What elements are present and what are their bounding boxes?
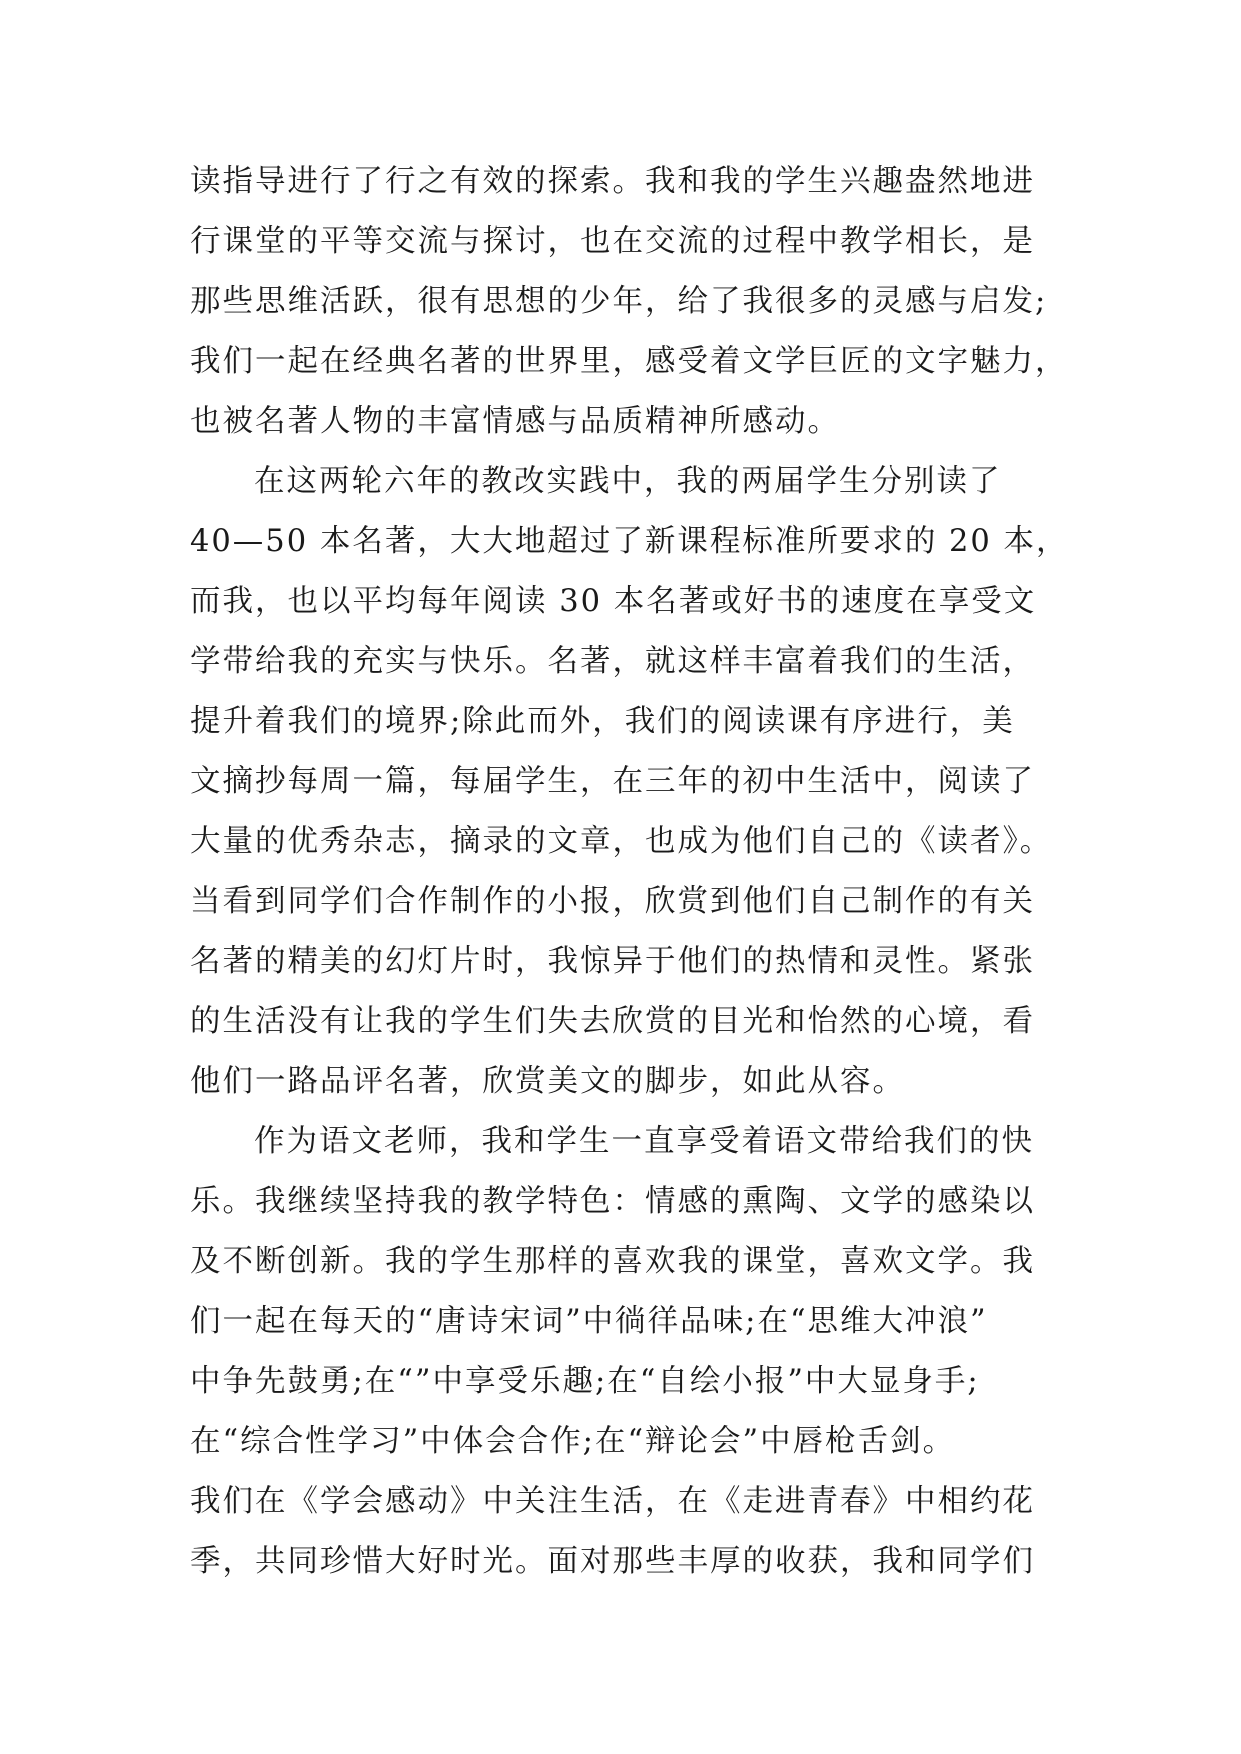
body-text xyxy=(190,152,1069,1592)
text-line: 40—50 本名著，大大地超过了新课程标准所要求的 20 本， xyxy=(190,524,1069,559)
text-line: 我们一起在经典名著的世界里，感受着文学巨匠的文字魅力， xyxy=(190,344,1068,379)
text-line: 我们在《学会感动》中关注生活，在《走进青春》中相约花 xyxy=(190,1484,1035,1519)
text-line: 的生活没有让我的学生们失去欣赏的目光和怡然的心境，看 xyxy=(190,1004,1035,1039)
text-line: 文摘抄每周一篇，每届学生，在三年的初中生活中，阅读了 xyxy=(190,764,1035,799)
text-line: 学带给我的充实与快乐。名著，就这样丰富着我们的生活， xyxy=(190,644,1035,679)
text-line: 他们一路品评名著，欣赏美文的脚步，如此从容。 xyxy=(190,1064,905,1099)
text-line: 乐。我继续坚持我的教学特色：情感的熏陶、文学的感染以 xyxy=(190,1184,1035,1219)
text-line: 提升着我们的境界;除此而外，我们的阅读课有序进行，美 xyxy=(190,704,1015,739)
text-line: 也被名著人物的丰富情感与品质精神所感动。 xyxy=(190,404,840,439)
text-line: 季，共同珍惜大好时光。面对那些丰厚的收获，我和同学们 xyxy=(190,1544,1035,1579)
paragraph-first-line: 作为语文老师，我和学生一直享受着语文带给我们的快 xyxy=(254,1124,1034,1159)
text-line: 当看到同学们合作制作的小报，欣赏到他们自己制作的有关 xyxy=(190,884,1035,919)
text-line: 大量的优秀杂志，摘录的文章，也成为他们自己的《读者》。 xyxy=(190,824,1053,859)
text-line: 而我，也以平均每年阅读 30 本名著或好书的速度在享受文 xyxy=(190,584,1037,619)
paragraph-first-line: 在这两轮六年的教改实践中，我的两届学生分别读了 xyxy=(254,464,1002,499)
text-line: 中争先鼓勇;在“”中享受乐趣;在“自绘小报”中大显身手; xyxy=(190,1364,980,1399)
text-line: 那些思维活跃，很有思想的少年，给了我很多的灵感与启发; xyxy=(190,284,1048,319)
text-line: 行课堂的平等交流与探讨，也在交流的过程中教学相长，是 xyxy=(190,224,1035,259)
text-line: 在“综合性学习”中体会合作;在“辩论会”中唇枪舌剑。 xyxy=(190,1424,956,1459)
text-line: 读指导进行了行之有效的探索。我和我的学生兴趣盎然地进 xyxy=(190,164,1035,199)
text-line: 们一起在每天的“唐诗宋词”中徜徉品味;在“思维大冲浪” xyxy=(190,1304,988,1339)
text-line: 名著的精美的幻灯片时，我惊异于他们的热情和灵性。紧张 xyxy=(190,944,1035,979)
text-line: 及不断创新。我的学生那样的喜欢我的课堂，喜欢文学。我 xyxy=(190,1244,1035,1279)
